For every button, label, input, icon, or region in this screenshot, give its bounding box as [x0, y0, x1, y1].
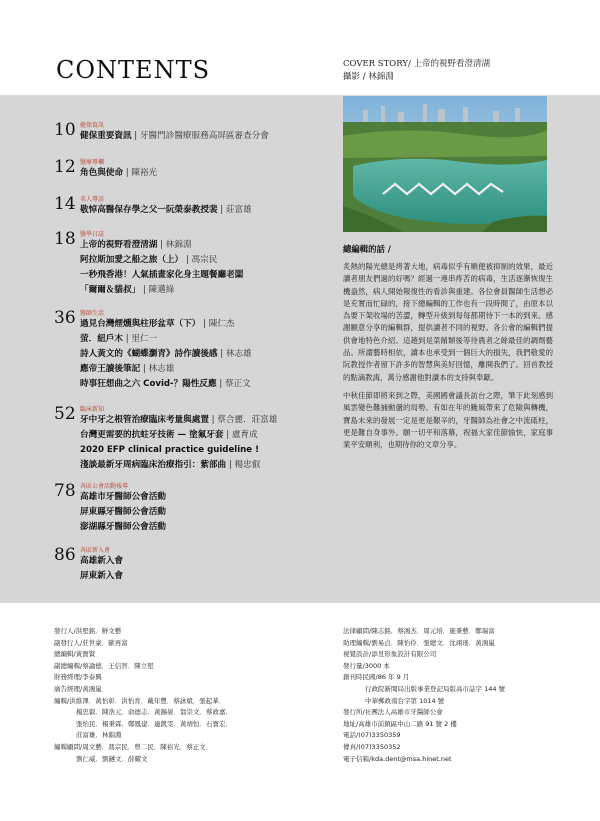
cover-story-caption	[343, 58, 490, 84]
credit-row	[54, 742, 324, 754]
toc-item	[80, 377, 252, 392]
credit-separator: /	[369, 627, 372, 635]
section-category-label: 健保資訊	[80, 122, 105, 129]
credit-value: 行政院新聞局出版事業登記局版高市誌字 144 號	[365, 684, 506, 693]
credit-value: 劉仁威．劉鏈文．薛耀文	[76, 754, 148, 763]
credit-label: 地址	[343, 719, 356, 728]
credit-row	[343, 638, 573, 650]
credit-label: 創刊時民國	[343, 673, 376, 682]
toc-item	[80, 317, 252, 332]
toc-item	[80, 268, 243, 283]
credit-separator: /	[67, 696, 70, 705]
credit-row	[343, 649, 573, 661]
toc-item-author: 莊富雄	[225, 205, 252, 215]
toc-item	[80, 238, 243, 253]
toc-item-author: 里仁一	[131, 334, 158, 344]
credit-label: 電話	[343, 731, 356, 740]
toc-item-title: 台灣更需要的抗蛀牙技術 — 塗氟牙套	[80, 430, 224, 440]
credit-separator: /	[73, 650, 76, 659]
section-items	[80, 554, 123, 584]
editor-note-paragraph: 炙熱的陽光總是烤著大地，病毒似乎有順便被抑制的效果，最近讀者朋友們過的好嗎？經過一連串疼苦的病毒，生活逐漸恢復生機盎然，病人開始報復性的看診與重建。各位會員醫師生活想必是充實而忙碌的，接下總編輯的工作也有一段時間了，由原本以為要下架收場的苦澀，轉型升級到每每都期待下一本的到來。感謝願意分享的編輯群，提供讀者不同的視野。各公會的編輯們提供會地特色介紹。這趟到是菜餚類後等待農者之餘最佳的調劑藝品。所謂藝時相依，讀本也承受到一個巨大的損失，我們敬愛的阮教授作者留下許多的智慧與美好回憶，離開我們了。回首教授的點滴教誨，萬分感謝他對讀本的支持與奉獻。	[343, 262, 553, 382]
credit-value: 劉易貞．陳怡伶．張總文．沈翊瑤．黃鴻嵐	[371, 638, 495, 647]
toc-item-author: 陳裕光	[131, 168, 158, 178]
toc-item-title: 屏東縣牙醫師公會活動	[80, 507, 166, 517]
toc-item	[80, 520, 166, 535]
toc-item-author: 林志雄	[225, 349, 252, 359]
toc-item	[80, 428, 277, 443]
toc-item-title: 淺談最新牙周病臨床治療指引：紫部曲	[80, 460, 227, 470]
toc-item-separator: |	[140, 364, 149, 374]
credit-row	[343, 754, 573, 766]
section-items	[80, 317, 252, 392]
section-category-label: 醫療專欄	[80, 159, 105, 166]
toc-item	[80, 569, 123, 584]
toc-item-author: 盧育成	[231, 430, 258, 440]
credit-value: 黃鴻嵐	[82, 684, 102, 693]
section-page-number: 18	[54, 229, 76, 249]
credit-row	[54, 754, 324, 766]
section-items	[80, 413, 277, 473]
credit-row	[343, 696, 573, 708]
cover-story-credit: 攝影 / 林錦淵	[343, 72, 394, 82]
credit-value: kda.dent@msa.hinet.net	[371, 754, 452, 763]
toc-item-separator: |	[157, 240, 166, 250]
cover-photo	[343, 96, 547, 232]
toc-item-author: 陳仁杰	[208, 319, 235, 329]
section-page-number: 10	[54, 120, 76, 140]
credit-row	[54, 684, 324, 696]
toc-item-separator: |	[217, 205, 226, 215]
credit-separator: /	[369, 638, 372, 647]
credit-label: 財務經理	[54, 673, 80, 682]
credit-value: 洪維澤．黃怡彰．洪怡育．戴年豐．蔡詠斌．張起華．	[69, 696, 226, 705]
credit-separator: /	[80, 638, 83, 647]
toc-item-title: 過見台灣煙燻與柱形盆草（下）	[80, 319, 201, 329]
credit-separator: /	[80, 742, 83, 751]
cover-story-title: COVER STORY/ 上帝的視野看澄清湖	[343, 59, 491, 69]
section-items	[80, 166, 157, 181]
credit-value: 張怡民．楊秉霖．鄭鳳建．連凱雯．黃靖恒．石寶宏．	[76, 719, 232, 728]
toc-item	[80, 166, 157, 181]
toc-item-separator: |	[183, 255, 192, 265]
credit-separator: /	[80, 684, 83, 693]
section-category-label: 醫師生活	[80, 310, 105, 317]
section-page-number: 12	[54, 157, 76, 177]
credit-row	[54, 730, 324, 742]
header-area	[0, 0, 600, 95]
credit-value: 楊忠叡．陳浩元．俞德志．黃錫晏．翁崇文．蔡政嘉．	[76, 708, 232, 717]
credit-value: 黃寶賢	[75, 650, 96, 659]
credit-separator: /	[73, 627, 76, 635]
toc-item-title: 角色與使命	[80, 168, 123, 178]
credit-separator: /	[362, 708, 365, 717]
toc-item	[80, 203, 252, 218]
credit-value: (07)3350359	[358, 731, 401, 740]
toc-item-author: 林志雄	[148, 364, 175, 374]
credit-row	[343, 742, 573, 754]
credit-row	[343, 672, 573, 684]
credit-label: 總編輯	[54, 650, 74, 659]
toc-item-separator: |	[223, 430, 232, 440]
toc-item-title: 時事狂想曲之六 Covid-？陽性反應	[80, 379, 217, 389]
toc-item-separator: |	[131, 131, 140, 141]
toc-item-separator: |	[122, 334, 132, 344]
toc-item-title: 牙中牙之根管治療臨床考量與處置	[80, 415, 209, 425]
editor-note-body	[343, 261, 553, 451]
toc-item-title: 萤．紐戶木	[80, 334, 123, 344]
credit-row	[343, 719, 573, 731]
toc-item	[80, 362, 252, 377]
toc-item-author: 蔡正文	[224, 379, 251, 389]
toc-item-author: 蔡合麗．莊富雄	[217, 415, 278, 425]
editor-note-heading: 總編輯的話 /	[343, 244, 391, 254]
credit-row	[54, 719, 324, 731]
credit-row	[343, 661, 573, 673]
credit-row	[54, 707, 324, 719]
toc-item-separator: |	[208, 415, 218, 425]
toc-item-title: 上帝的視野看澄清湖	[80, 240, 158, 250]
section-page-number: 86	[54, 545, 76, 565]
credit-separator: /	[80, 673, 83, 682]
credit-separator: /	[369, 650, 372, 659]
credit-label: 傳真	[343, 742, 356, 751]
section-page-number: 78	[54, 481, 76, 501]
credit-label: 發行量	[343, 661, 363, 670]
toc-item-separator: |	[140, 285, 149, 295]
section-category-label: 醫學日誌	[80, 231, 105, 238]
toc-item	[80, 443, 277, 458]
credit-label: 副發行人	[54, 638, 80, 647]
credit-separator: /	[80, 661, 83, 670]
credit-label: 助理編輯	[343, 638, 369, 647]
toc-item	[80, 490, 166, 505]
credit-row	[54, 661, 324, 673]
editor-note	[343, 243, 553, 457]
toc-item-title: 澎湖縣牙醫師公會活動	[80, 522, 166, 532]
toc-item-title: 敬悼高醫保存學之父一阮榮泰教授裴	[80, 205, 218, 215]
toc-item-separator: |	[200, 319, 209, 329]
section-page-number: 52	[54, 404, 76, 424]
toc-item-author: 馮宗民	[191, 255, 218, 265]
credit-row	[343, 707, 573, 719]
credit-value: 中華郵政南台字第 1014 號	[365, 696, 445, 705]
section-items	[80, 238, 243, 298]
credit-label: 廣告經理	[54, 684, 80, 693]
toc-item-title: 一秒飛香港！人氣插畫家化身主題餐廳老闆	[80, 270, 244, 280]
credit-value: 3000 本	[364, 661, 390, 670]
toc-item-title: 屏東新入會	[80, 571, 123, 581]
credit-separator: /	[369, 754, 372, 763]
section-category-label: 臨床新知	[80, 406, 105, 413]
toc-item-title: 高雄新入會	[80, 556, 123, 566]
toc-item	[80, 253, 243, 268]
toc-item-separator: |	[216, 379, 225, 389]
credit-label: 電子信箱	[343, 754, 369, 763]
credit-label: 副總編輯	[54, 661, 80, 670]
section-category-label: 各區新入會	[80, 547, 111, 554]
credit-separator: /	[356, 731, 359, 740]
toc-item-author: 陳邁綠	[148, 285, 175, 295]
lake-aerial-image	[343, 96, 547, 232]
toc-item-author: 牙醫門診醫療服務高屏區審查分會	[139, 131, 269, 141]
section-items	[80, 203, 252, 218]
toc-item-title: 健保重要資訊	[80, 131, 132, 141]
contents-title: CONTENTS	[56, 56, 211, 84]
credit-label: 視覺設計	[343, 650, 369, 659]
credit-label: 發行所	[343, 708, 363, 717]
toc-item	[80, 505, 166, 520]
toc-item-title: 2020 EFP clinical practice guideline !	[80, 445, 260, 455]
credit-value: 莊世豪．歐再富	[82, 638, 128, 647]
toc-item-separator: |	[217, 349, 226, 359]
toc-item	[80, 129, 269, 144]
toc-item-title: 阿拉斯加愛之船之旅（上）	[80, 255, 184, 265]
credit-label: 編輯	[54, 696, 67, 705]
toc-item-separator: |	[226, 460, 235, 470]
credit-row	[343, 730, 573, 742]
section-category-label: 各區公會活動報導	[80, 483, 129, 490]
toc-item	[80, 458, 277, 473]
credit-row	[54, 672, 324, 684]
credits-left	[54, 626, 324, 765]
section-page-number: 36	[54, 308, 76, 328]
credit-value: 添昱形象設計有限公司	[371, 650, 437, 659]
toc-item-title: 詩人黃文的《蝴蝶瀏青》詩作讀後感	[80, 349, 218, 359]
credit-value: 莊富雄．林錦淵	[76, 731, 122, 740]
credit-value: 蔡論德．王信智．陳立堅	[82, 661, 154, 670]
toc-item-title: 「爾爾＆貓叔」	[80, 285, 141, 295]
credit-row	[343, 684, 573, 696]
toc-item-separator: |	[122, 168, 132, 178]
credit-row	[54, 626, 324, 638]
section-items	[80, 129, 269, 144]
credit-value: (07)3350352	[358, 742, 401, 751]
credit-value: 陳志銘．蔡鴻杰．周元培．施秉藝．鄭瑞富	[371, 627, 495, 635]
toc-item	[80, 283, 243, 298]
section-items	[80, 490, 166, 535]
toc-item-author: 林錦淵	[165, 240, 192, 250]
credit-label: 法律顧問	[343, 627, 369, 635]
credit-separator: /	[356, 719, 359, 728]
credit-label: 發行人	[54, 627, 74, 635]
credit-separator: /	[356, 742, 359, 751]
credit-row	[54, 638, 324, 650]
credit-value: 高雄市前鎮區中山二路 91 號 2 樓	[358, 719, 457, 728]
section-category-label: 名人專訪	[80, 196, 105, 203]
credit-value: 周文藝．馮宗民．曾二民．陳裕光．蔡正文．	[82, 742, 213, 751]
toc-item	[80, 332, 252, 347]
section-page-number: 14	[54, 194, 76, 214]
toc-item	[80, 413, 277, 428]
credit-value: 86 年 9 月	[377, 673, 410, 682]
toc-item	[80, 347, 252, 362]
credit-value: 洪堅銘．鮮文藝	[75, 627, 122, 635]
credit-value: 李泰興	[82, 673, 102, 682]
credit-value: 社團法人高雄市牙醫師公會	[364, 708, 443, 717]
credit-label: 編輯顧問	[54, 742, 80, 751]
credit-row	[343, 626, 573, 638]
credit-row	[54, 696, 324, 708]
editor-note-paragraph: 中秋佳節即將來到之際，美國國會議長訪台之際，筆下此刻感到風雲變色難捕動盪的局勢。有如在年的颱風帶來了危險與轉機，寶島未來的發展一定是更是艱辛的，牙醫師為社會之中流砥柱，更是難自身事外。願一切平和落幕，祝福大家佳節愉快，家庭事業平安順利，也期待你的文章分享。	[343, 390, 553, 450]
credit-separator: /	[362, 661, 365, 670]
toc-item	[80, 554, 123, 569]
toc-item-title: 高雄市牙醫師公會活動	[80, 492, 166, 502]
credits-right	[343, 626, 573, 765]
toc-item-title: 應帝王讀後筆記	[80, 364, 141, 374]
credit-row	[54, 649, 324, 661]
credit-separator: /	[375, 673, 378, 682]
toc-item-author: 楊忠叡	[234, 460, 261, 470]
